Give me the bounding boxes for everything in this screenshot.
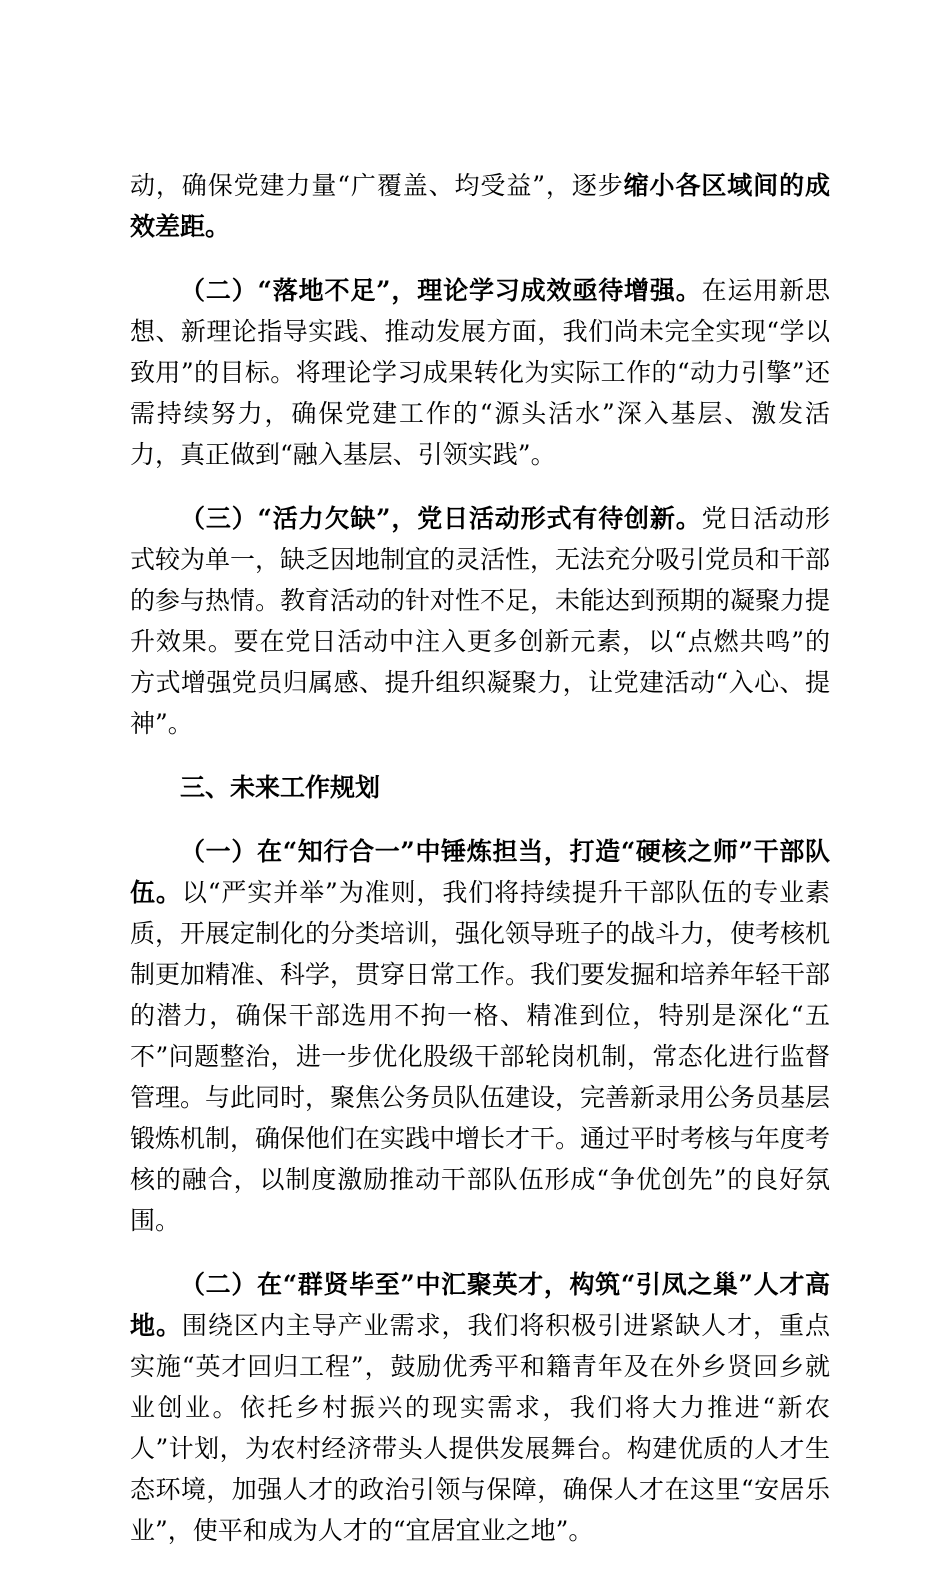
paragraph-party-day [130, 498, 830, 744]
paragraph-theory-study [130, 270, 830, 475]
paragraph-talent [130, 1264, 830, 1551]
paragraph-emphasis: 缩小各区域间的成效差距。 [130, 171, 830, 241]
paragraph-lead: （一）在“知行合一”中锤炼担当，打造“硬核之师”干部队伍。 [130, 837, 830, 907]
paragraph-lead: （二）“落地不足”，理论学习成效亟待增强。 [180, 276, 702, 305]
paragraph-text: 党日活动形式较为单一，缺乏因地制宜的灵活性，无法充分吸引党员和干部的参与热情。教育活动的针对性不足，未能达到预期的凝聚力提升效果。要在党日活动中注入更多创新元素，以“点燃共鸣”的方式增强党员归属感、提升组织凝聚力，让党建活动“入心、提神”。 [130, 504, 831, 738]
paragraph-continuation [130, 165, 830, 247]
paragraph-lead: （三）“活力欠缺”，党日活动形式有待创新。 [180, 504, 702, 533]
paragraph-text: 围绕区内主导产业需求，我们将积极引进紧缺人才，重点实施“英才回归工程”，鼓励优秀平和籍青年及在外乡贤回乡就业创业。依托乡村振兴的现实需求，我们将大力推进“新农人”计划，为农村经济带头人提供发展舞台。构建优质的人才生态环境，加强人才的政治引领与保障，确保人才在这里“安居乐业”，使平和成为人才的“宜居宜业之地”。 [130, 1311, 830, 1545]
document-body [130, 165, 830, 1574]
paragraph-cadre-team [130, 831, 830, 1241]
paragraph-lead: （二）在“群贤毕至”中汇聚英才，构筑“引凤之巢”人才高地。 [130, 1270, 830, 1340]
section-heading: 三、未来工作规划 [180, 773, 381, 802]
paragraph-text: 在运用新思想、新理论指导实践、推动发展方面，我们尚未完全实现“学以致用”的目标。将理论学习成果转化为实际工作的“动力引擎”还需持续努力，确保党建工作的“源头活水”深入基层、激发活力，真正做到“融入基层、引领实践”。 [130, 276, 830, 469]
paragraph-text: 以“严实并举”为准则，我们将持续提升干部队伍的专业素质，开展定制化的分类培训，强化领导班子的战斗力，使考核机制更加精准、科学，贯穿日常工作。我们要发掘和培养年轻干部的潜力，确保干部选用不拘一格、精准到位，特别是深化“五不”问题整治，进一步优化股级干部轮岗机制，常态化进行监督管理。与此同时，聚焦公务员队伍建设，完善新录用公务员基层锻炼机制，确保他们在实践中增长才干。通过平时考核与年度考核的融合，以制度激励推动干部队伍形成“争优创先”的良好氛围。 [130, 878, 831, 1235]
paragraph-text: 动，确保党建力量“广覆盖、均受益”，逐步 [130, 171, 624, 200]
